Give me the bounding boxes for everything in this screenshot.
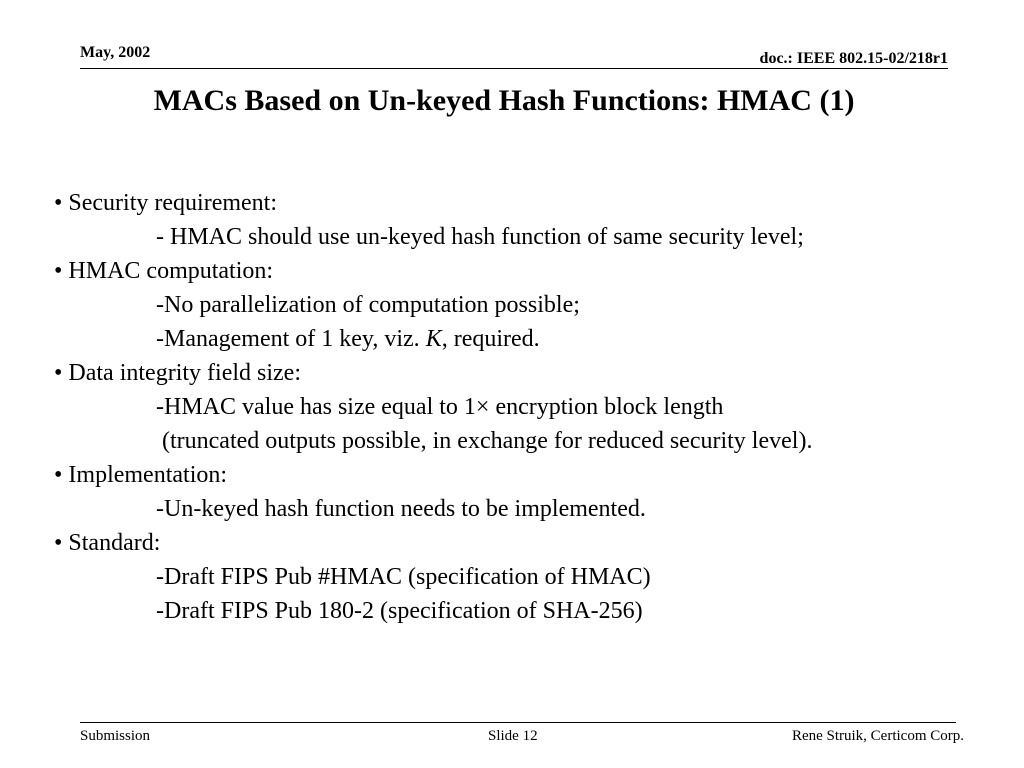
sub-item-key-management (54, 322, 984, 356)
bullet-item-security-requirement (54, 186, 984, 220)
footer-author: Rene Struik, Certicom Corp. (791, 728, 964, 744)
bullet-heading: Implementation: (68, 462, 228, 488)
slide-title: MACs Based on Un-keyed Hash Functions: HMAC (1) (153, 84, 855, 117)
sub-item: -Un-keyed hash function needs to be implemented. (156, 496, 646, 522)
sub-item: - HMAC should use un-keyed hash function of same security level; (156, 224, 804, 250)
bullet-item-data-integrity-field-size (54, 356, 984, 390)
bullet-heading: Standard: (68, 530, 161, 556)
bullet-icon: • (54, 530, 63, 556)
footer-submission: Submission (80, 728, 151, 744)
footer-slide-number: Slide 12 (488, 728, 538, 744)
key-line-suffix: , required. (441, 326, 540, 352)
sub-item-continuation: (truncated outputs possible, in exchange for reduced security level). (162, 428, 813, 454)
sub-item: -No parallelization of computation possible; (156, 292, 580, 318)
header-date: May, 2002 (80, 44, 151, 61)
bullet-item-hmac-computation (54, 254, 984, 288)
bullet-icon: • (54, 462, 63, 488)
bullet-item-implementation (54, 458, 984, 492)
header-doc-id: doc.: IEEE 802.15-02/218r1 (759, 50, 948, 67)
key-variable: K (425, 326, 442, 352)
bullet-icon: • (54, 190, 63, 216)
sub-item: -Draft FIPS Pub 180-2 (specification of SHA-256) (156, 598, 643, 624)
bullet-item-standard (54, 526, 984, 560)
header-divider (80, 68, 948, 69)
bullet-icon: • (54, 360, 63, 386)
key-line-prefix: -Management of 1 key, viz. (156, 326, 426, 352)
footer-divider (80, 722, 956, 723)
sub-item: -Draft FIPS Pub #HMAC (specification of HMAC) (156, 564, 651, 590)
bullet-heading: Security requirement: (68, 190, 277, 216)
sub-item: -HMAC value has size equal to 1× encryption block length (156, 394, 724, 420)
slide-body (54, 186, 984, 628)
bullet-heading: Data integrity field size: (68, 360, 301, 386)
bullet-icon: • (54, 258, 63, 284)
bullet-heading: HMAC computation: (68, 258, 274, 284)
